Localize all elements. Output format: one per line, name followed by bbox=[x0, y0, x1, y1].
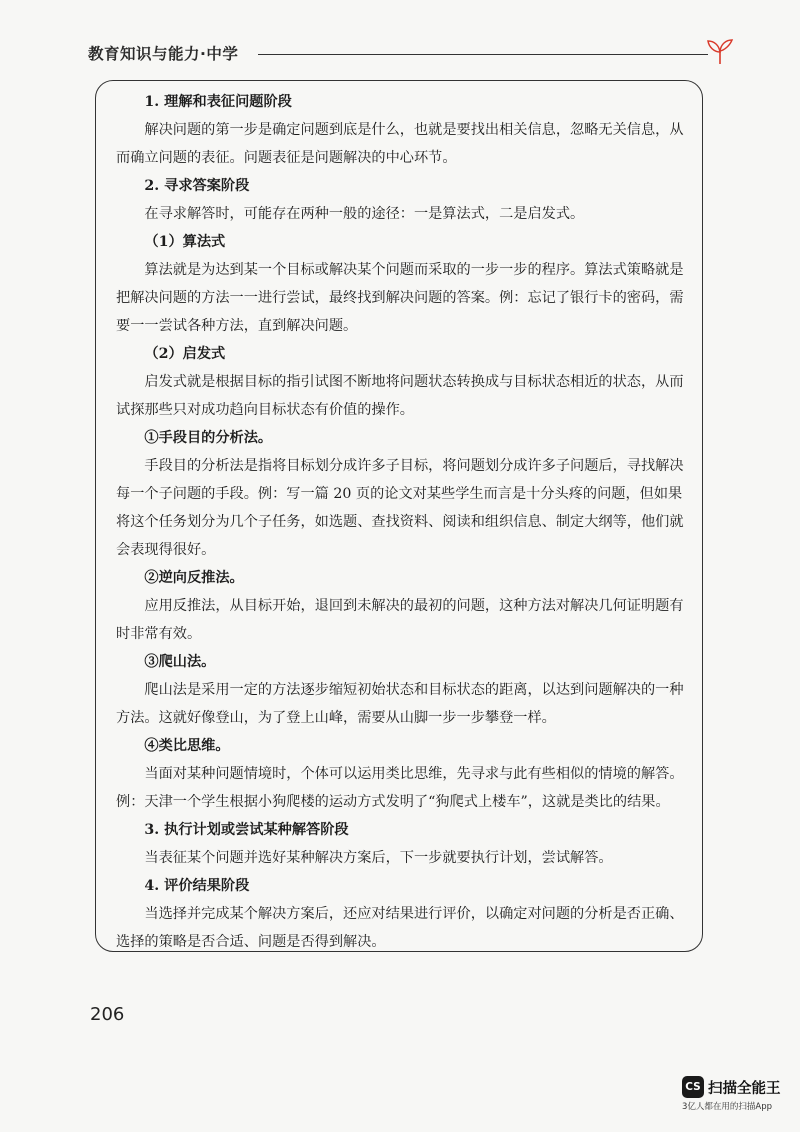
camscanner-logo-icon: CS bbox=[682, 1076, 704, 1098]
body-paragraph: 当选择并完成某个解决方案后，还应对结果进行评价，以确定对问题的分析是否正确、选择的策略是否合适、问题是否得到解决。 bbox=[116, 906, 684, 950]
method-heading-1: ①手段目的分析法。 bbox=[144, 430, 273, 446]
method-heading-3: ③爬山法。 bbox=[144, 654, 216, 670]
body-paragraph: 解决问题的第一步是确定问题到底是什么，也就是要找出相关信息，忽略无关信息，从而确立问题的表征。问题表征是问题解决的中心环节。 bbox=[116, 122, 684, 166]
body-paragraph: 当面对某种问题情境时，个体可以运用类比思维，先寻求与此有些相似的情境的解答。例：天津一个学生根据小狗爬楼的运动方式发明了“狗爬式上楼车”，这就是类比的结果。 bbox=[116, 766, 684, 810]
method-heading-2: ②逆向反推法。 bbox=[144, 570, 244, 586]
watermark-subtitle: 3亿人都在用的扫描App bbox=[682, 1102, 773, 1112]
page-number: 206 bbox=[90, 1004, 125, 1025]
body-paragraph: 手段目的分析法是指将目标划分成许多子目标，将问题划分成许多子问题后，寻找解决每一个子问题的手段。例：写一篇 20 页的论文对某些学生而言是十分头疼的问题，但如果将这个任务划分为几个子任务，如选题、查找资料、阅读和组织信息、制定大纲等，他们就会表现得很好。 bbox=[116, 458, 684, 558]
section-heading-1: 1. 理解和表征问题阶段 bbox=[144, 94, 292, 110]
body-paragraph: 应用反推法，从目标开始，退回到未解决的最初的问题，这种方法对解决几何证明题有时非常有效。 bbox=[116, 598, 684, 642]
sprout-icon bbox=[702, 36, 738, 66]
subheading-algorithm: （1）算法式 bbox=[144, 234, 226, 250]
watermark-title: 扫描全能王 bbox=[708, 1081, 781, 1097]
scanner-watermark bbox=[682, 1076, 786, 1110]
section-heading-3: 3. 执行计划或尝试某种解答阶段 bbox=[144, 822, 349, 838]
content-body bbox=[116, 88, 694, 956]
section-heading-2: 2. 寻求答案阶段 bbox=[144, 178, 250, 194]
body-paragraph: 启发式就是根据目标的指引试图不断地将问题状态转换成与目标状态相近的状态，从而试探那些只对成功趋向目标状态有价值的操作。 bbox=[116, 374, 684, 418]
body-paragraph: 爬山法是采用一定的方法逐步缩短初始状态和目标状态的距离，以达到问题解决的一种方法。这就好像登山，为了登上山峰，需要从山脚一步一步攀登一样。 bbox=[116, 682, 684, 726]
section-heading-4: 4. 评价结果阶段 bbox=[144, 878, 250, 894]
subheading-heuristic: （2）启发式 bbox=[144, 346, 226, 362]
running-header bbox=[88, 36, 760, 66]
body-paragraph: 在寻求解答时，可能存在两种一般的途径：一是算法式，二是启发式。 bbox=[144, 206, 585, 222]
method-heading-4: ④类比思维。 bbox=[144, 738, 230, 754]
header-title: 教育知识与能力·中学 bbox=[88, 45, 239, 63]
body-paragraph: 当表征某个问题并选好某种解决方案后，下一步就要执行计划，尝试解答。 bbox=[144, 850, 613, 866]
header-rule bbox=[258, 54, 708, 55]
body-paragraph: 算法就是为达到某一个目标或解决某个问题而采取的一步一步的程序。算法式策略就是把解决问题的方法一一进行尝试，最终找到解决问题的答案。例：忘记了银行卡的密码，需要一一尝试各种方法，直到解决问题。 bbox=[116, 262, 684, 334]
